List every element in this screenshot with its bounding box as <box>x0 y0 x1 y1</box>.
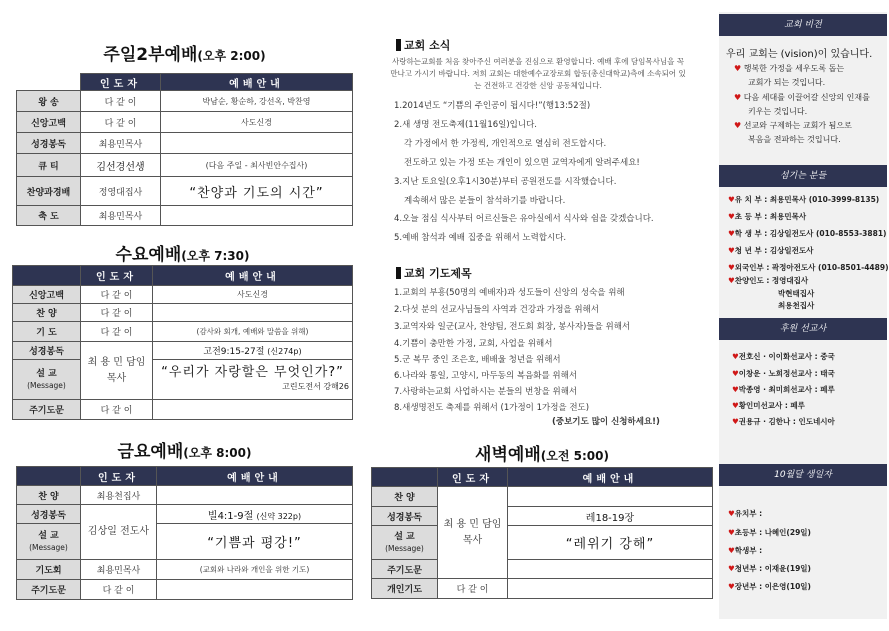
row-leader: 다 같 이 <box>81 304 153 322</box>
sunday-title-text: 주일2부예배 <box>103 45 198 65</box>
prayer-item: 8.새생명전도 축제를 위해서 (1가정이 1가정을 전도) <box>394 403 590 413</box>
row-label: 큐 티 <box>17 154 81 177</box>
passage: 고전9:15-27절 <box>203 347 265 357</box>
birthday-text: 초등부 : 나혜인(29일) <box>734 528 811 537</box>
vision-text: 선교와 구제하는 교회가 됨으로 <box>743 121 852 130</box>
missionary-text: 권용규 · 김한나 : 인도네시아 <box>738 417 835 426</box>
row-leader: 최용민목사 <box>81 560 157 580</box>
blank-header <box>13 266 81 286</box>
row-label: 주기도문 <box>372 560 438 579</box>
row-leader: 다 같 이 <box>81 322 153 342</box>
dawn-time: (오전 5:00) <box>540 449 609 463</box>
col-leader: 인도자 <box>81 467 157 486</box>
heart-icon: ♥ <box>732 385 739 394</box>
birthday-item <box>728 508 762 519</box>
row-content <box>153 304 353 322</box>
sermon-title: “기쁨과 평강!” <box>157 524 353 560</box>
row-label: 설 교 <box>36 368 57 379</box>
vision-text: 키우는 것입니다. <box>748 107 808 116</box>
row-content: 박남순, 황순하, 강선옥, 박찬영 <box>161 91 353 112</box>
prayer-item: 2.다섯 분의 선교사님들의 사역과 건강과 가정을 위해서 <box>394 305 599 315</box>
birthday-header: 10월달 생일자 <box>719 464 887 486</box>
staff-item <box>728 262 889 273</box>
prayer-header <box>396 265 472 281</box>
row-content: 사도신경 <box>153 286 353 304</box>
staff-item <box>728 245 813 256</box>
row-label: 찬 양 <box>372 487 438 507</box>
birthday-text: 유치부 : <box>734 509 763 518</box>
wednesday-title <box>12 240 353 265</box>
dawn-title <box>371 440 713 465</box>
row-label: 개인기도 <box>372 579 438 599</box>
staff-text: 찬양인도 : 정영대집사 <box>734 276 809 285</box>
staff-header: 섬기는 분들 <box>719 165 887 187</box>
heart-icon: ♥ <box>728 229 735 238</box>
news-item: 3.지난 토요일(오후1시30분)부터 공원전도를 시작했습니다. <box>394 177 617 187</box>
heart-icon: ♥ <box>734 93 742 102</box>
missionary-text: 황인미선교사 : 페루 <box>738 401 805 410</box>
news-item: 2.새 생명 전도축제(11월16일)입니다. <box>394 120 538 130</box>
friday-time: (오후 8:00) <box>183 446 252 460</box>
prayer-note: (중보기도 많이 신청하세요!) <box>552 417 660 427</box>
row-content: (교회와 나라와 개인을 위한 기도) <box>157 560 353 580</box>
row-label-sub: (Message) <box>27 380 66 390</box>
heart-icon: ♥ <box>732 401 739 410</box>
dawn-table <box>371 467 713 599</box>
mission-header: 후원 선교사 <box>719 318 887 340</box>
row-content <box>157 580 353 600</box>
birthday-text: 학생부 : <box>734 546 763 555</box>
row-label: 성경봉독 <box>372 507 438 526</box>
staff-item <box>728 194 879 205</box>
vision-text: 다음 세대를 이끌어갈 신앙의 인재를 <box>743 93 870 102</box>
row-content <box>508 579 713 599</box>
col-leader: 인도자 <box>438 468 508 487</box>
col-info: 예배안내 <box>508 468 713 487</box>
row-label: 기 도 <box>13 322 81 342</box>
wednesday-title-text: 수요예배 <box>115 245 182 265</box>
row-leader: 다 같 이 <box>81 400 153 420</box>
row-label: 성경봉독 <box>17 505 81 524</box>
row-content <box>161 133 353 154</box>
row-label: 주기도문 <box>17 580 81 600</box>
row-leader: 김선경선생 <box>81 154 161 177</box>
row-leader: 다 같 이 <box>81 112 161 133</box>
wednesday-table <box>12 265 353 420</box>
birthday-item <box>728 581 811 592</box>
staff-text: 청 년 부 : 김상일전도사 <box>734 246 814 255</box>
missionary-item <box>732 384 835 395</box>
bullet-bar-icon <box>396 39 401 51</box>
row-label: 신앙고백 <box>17 112 81 133</box>
heart-icon: ♥ <box>728 246 735 255</box>
row-leader: 정영대집사 <box>81 177 161 206</box>
row-label: 축 도 <box>17 206 81 226</box>
birthday-item <box>728 527 811 538</box>
missionary-item <box>732 351 835 362</box>
row-leader-merged: 최 용 민 담임목사 <box>81 342 153 400</box>
vision-item <box>734 92 870 103</box>
news-header-text: 교회 소식 <box>404 39 451 52</box>
sunday-title <box>16 40 353 65</box>
prayer-item: 7.사랑하는교회 사업하시는 분들의 번창을 위해서 <box>394 387 578 397</box>
heart-icon: ♥ <box>732 417 739 426</box>
col-info: 예배안내 <box>157 467 353 486</box>
prayer-item: 6.나라와 통일, 고양시, 마두동의 복음화를 위해서 <box>394 371 578 381</box>
heart-icon: ♥ <box>728 263 735 272</box>
row-label: 찬양과경배 <box>17 177 81 206</box>
staff-extra: 박현태집사 <box>778 289 815 298</box>
news-item: 전도하고 있는 가정 또는 개인이 있으면 교역자에게 알려주세요! <box>404 158 640 168</box>
row-label: 기도회 <box>17 560 81 580</box>
col-info: 예배안내 <box>153 266 353 286</box>
vision-item <box>734 63 844 74</box>
dawn-title-text: 새벽예배 <box>475 445 541 465</box>
row-content <box>161 206 353 226</box>
heart-icon: ♥ <box>728 564 735 573</box>
row-content <box>157 486 353 505</box>
passage: 레18-19장 <box>508 507 713 526</box>
wednesday-time: (오후 7:30) <box>181 249 250 263</box>
row-content <box>508 487 713 507</box>
news-item: 1.2014년도 “기쁨의 주인공이 됩시다!”(행13:52절) <box>394 101 591 111</box>
heart-icon: ♥ <box>728 546 735 555</box>
staff-text: 유 치 부 : 최용민목사 (010-3999-8135) <box>734 195 880 204</box>
prayer-item: 3.교역자와 일군(교사, 찬양팀, 전도회 회장, 봉사자)들을 위해서 <box>394 322 631 332</box>
staff-item <box>728 275 808 286</box>
news-header <box>396 37 450 53</box>
heart-icon: ♥ <box>728 276 735 285</box>
heart-icon: ♥ <box>734 64 742 73</box>
missionary-text: 전호신 · 이이화선교사 : 중국 <box>738 352 835 361</box>
row-label: 성경봉독 <box>17 133 81 154</box>
news-item: 계속해서 많은 분들이 참석하기를 바랍니다. <box>404 196 566 206</box>
col-leader: 인도자 <box>81 74 161 91</box>
row-label: 왕 송 <box>17 91 81 112</box>
staff-text: 초 등 부 : 최용민목사 <box>734 212 807 221</box>
vision-header: 교회 비전 <box>719 14 887 36</box>
col-leader: 인도자 <box>81 266 153 286</box>
row-label: 찬 양 <box>13 304 81 322</box>
row-leader: 최용민목사 <box>81 133 161 154</box>
row-content <box>153 400 353 420</box>
missionary-text: 이창운 · 노희정선교사 : 태국 <box>738 369 835 378</box>
row-label-sub: (Message) <box>29 542 68 552</box>
birthday-text: 청년부 : 이재윤(19일) <box>734 564 811 573</box>
heart-icon: ♥ <box>728 582 735 591</box>
sunday-time: (오후 2:00) <box>197 49 266 63</box>
staff-extra: 최용천집사 <box>778 301 815 310</box>
staff-item <box>728 211 806 222</box>
sermon-title: “우리가 자랑할은 무엇인가?” <box>161 364 344 380</box>
row-content: “찬양과 기도의 시간” <box>161 177 353 206</box>
friday-title-text: 금요예배 <box>117 442 184 462</box>
row-leader: 최용민목사 <box>81 206 161 226</box>
passage: 빌4:1-9절 <box>207 510 254 522</box>
row-content <box>508 560 713 579</box>
birthday-item <box>728 545 762 556</box>
row-leader-merged: 최 용 민 담임목사 <box>438 487 508 579</box>
row-content: (다음 주일 - 최사빈안수집사) <box>161 154 353 177</box>
row-label: 신앙고백 <box>13 286 81 304</box>
row-label: 주기도문 <box>13 400 81 420</box>
row-content: 사도신경 <box>161 112 353 133</box>
vision-title: 우리 교회는 (vision)이 있습니다. <box>726 49 873 60</box>
missionary-item <box>732 368 835 379</box>
row-leader: 다 같 이 <box>81 286 153 304</box>
passage-page: (신274p) <box>267 347 302 356</box>
prayer-item: 1.교회의 부흥(50명의 예배자)과 성도들이 신앙의 성숙을 위해 <box>394 288 625 298</box>
birthday-text: 장년부 : 이은영(10일) <box>734 582 811 591</box>
row-leader: 최용천집사 <box>81 486 157 505</box>
staff-text: 외국인부 : 곽정아전도사 (010-8501-4489) <box>734 263 889 272</box>
missionary-item <box>732 400 805 411</box>
news-item: 4.오늘 점심 식사부터 어르신들은 유아실에서 식사와 쉼을 갖겠습니다. <box>394 214 654 224</box>
birthday-item <box>728 563 811 574</box>
blank-header <box>17 74 81 91</box>
passage-page: (신약 322p) <box>256 511 302 521</box>
heart-icon: ♥ <box>728 509 735 518</box>
staff-item <box>728 228 886 239</box>
news-item: 5.예배 참석과 예배 집중을 위해서 노력합시다. <box>394 233 567 243</box>
blank-header <box>17 467 81 486</box>
blank-header <box>372 468 438 487</box>
prayer-item: 4.기쁨이 충만한 가정, 교회, 사업을 위해서 <box>394 339 553 349</box>
col-info: 예배안내 <box>161 74 353 91</box>
heart-icon: ♥ <box>732 352 739 361</box>
vision-text: 복음을 전파하는 것입니다. <box>748 135 841 144</box>
heart-icon: ♥ <box>728 195 735 204</box>
row-leader: 다 같 이 <box>81 91 161 112</box>
staff-text: 학 생 부 : 김상일전도사 (010-8553-3881) <box>734 229 887 238</box>
heart-icon: ♥ <box>732 369 739 378</box>
sunday-table <box>16 73 353 226</box>
heart-icon: ♥ <box>728 212 735 221</box>
row-content: (감사와 회개, 예배와 말씀을 위해) <box>153 322 353 342</box>
row-label: 설 교 <box>38 530 59 541</box>
sermon-series: 고린도전서 강해26 <box>282 381 349 391</box>
news-item: 각 가정에서 한 가정씩, 개인적으로 열심히 전도합시다. <box>404 139 607 149</box>
prayer-item: 5.군 복무 중인 조은호, 배배울 청년을 위해서 <box>394 355 561 365</box>
row-label: 찬 양 <box>17 486 81 505</box>
friday-title <box>16 437 353 462</box>
row-leader: 다 같 이 <box>438 579 508 599</box>
bullet-bar-icon <box>396 267 401 279</box>
vision-text: 행복한 가정을 세우도록 돕는 <box>743 64 845 73</box>
missionary-text: 박종영 · 최미희선교사 : 페루 <box>738 385 835 394</box>
row-leader-merged: 김상일 전도사 <box>81 505 157 560</box>
heart-icon: ♥ <box>734 121 742 130</box>
row-label: 설 교 <box>394 531 415 542</box>
missionary-item <box>732 416 835 427</box>
vision-item <box>734 120 852 131</box>
news-intro: 사랑하는교회를 처음 찾아주신 여러분을 진심으로 환영합니다. 예배 후에 담임목사님을 꼭 만나고 가시기 바랍니다. 저희 교회는 대한예수교장로회 합동(총신대학교)측에 소속되어 있는 건전하고 건강한 신앙 공동체입니다. <box>390 57 686 90</box>
vision-text: 교회가 되는 것입니다. <box>748 78 826 87</box>
friday-table <box>16 466 353 600</box>
row-label-sub: (Message) <box>385 543 424 553</box>
prayer-header-text: 교회 기도제목 <box>404 267 472 280</box>
row-label: 성경봉독 <box>13 342 81 360</box>
row-leader: 다 같 이 <box>81 580 157 600</box>
heart-icon: ♥ <box>728 528 735 537</box>
sermon-title: “레위기 강해” <box>508 526 713 560</box>
